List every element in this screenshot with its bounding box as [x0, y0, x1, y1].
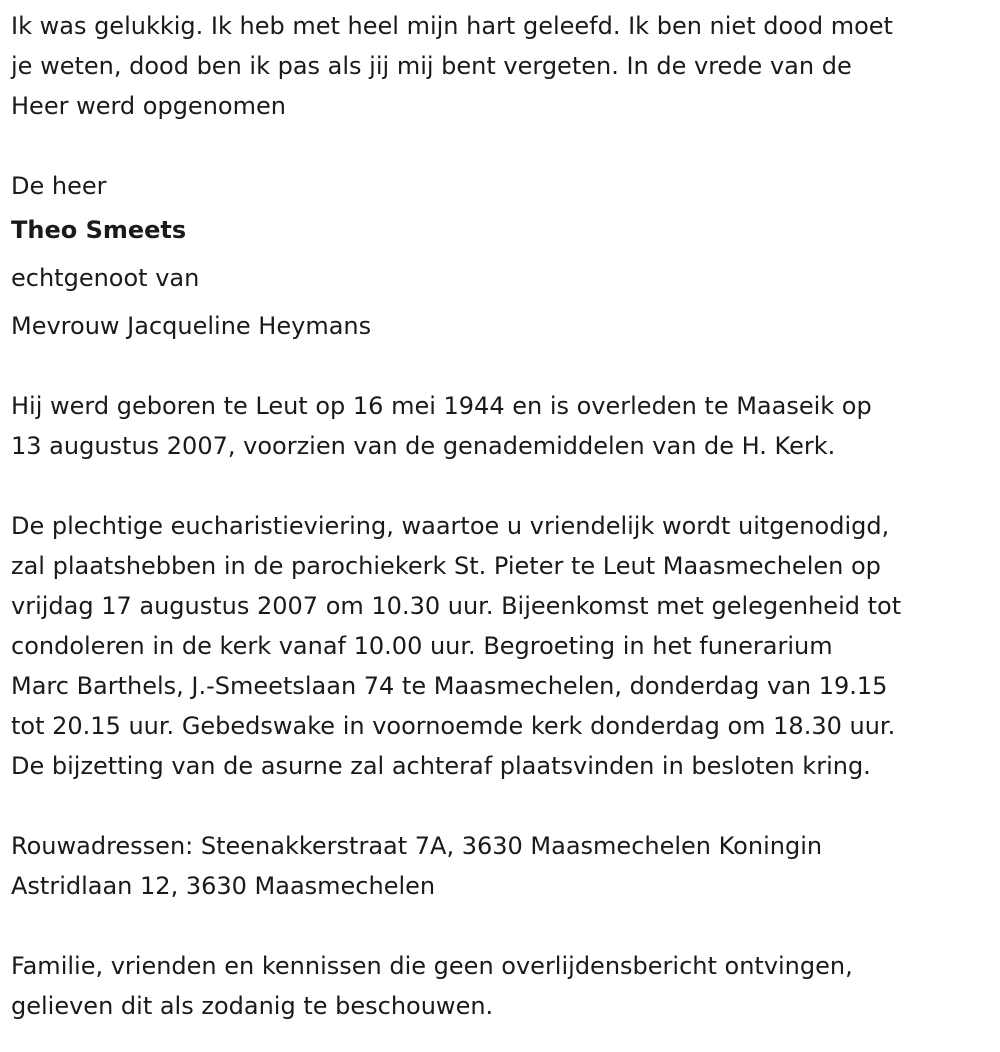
intro-line: Ik was gelukkig. Ik heb met heel mijn hart geleefd. Ik ben niet dood moet	[11, 12, 893, 40]
birth-death-line: 13 augustus 2007, voorzien van de genademiddelen van de H. Kerk.	[11, 432, 836, 460]
ceremony-line: condoleren in de kerk vanaf 10.00 uur. Begroeting in het funerarium	[11, 632, 833, 660]
relation-text: echtgenoot van	[11, 264, 200, 292]
paragraph-gap	[11, 906, 990, 946]
address-line: Rouwadressen: Steenakkerstraat 7A, 3630 Maasmechelen Koningin	[11, 832, 823, 860]
ceremony-line: tot 20.15 uur. Gebedswake in voornoemde kerk donderdag om 18.30 uur.	[11, 712, 896, 740]
ceremony-line: De bijzetting van de asurne zal achteraf plaatsvinden in besloten kring.	[11, 752, 871, 780]
ceremony-paragraph	[11, 506, 990, 786]
intro-paragraph	[11, 6, 990, 126]
intro-line: Heer werd opgenomen	[11, 92, 286, 120]
paragraph-gap	[11, 786, 990, 826]
closing-paragraph	[11, 946, 990, 1026]
address-line: Astridlaan 12, 3630 Maasmechelen	[11, 872, 436, 900]
deceased-name: Theo Smeets	[11, 216, 187, 244]
salutation: De heer	[11, 172, 107, 200]
spouse-name: Mevrouw Jacqueline Heymans	[11, 312, 372, 340]
ceremony-line: zal plaatshebben in de parochiekerk St. Pieter te Leut Maasmechelen op	[11, 552, 881, 580]
closing-line: Familie, vrienden en kennissen die geen overlijdensbericht ontvingen,	[11, 952, 853, 980]
birth-death-line: Hij werd geboren te Leut op 16 mei 1944 en is overleden te Maaseik op	[11, 392, 872, 420]
ceremony-line: Marc Barthels, J.-Smeetslaan 74 te Maasmechelen, donderdag van 19.15	[11, 672, 888, 700]
addresses-paragraph	[11, 826, 990, 906]
ceremony-line: De plechtige eucharistieviering, waartoe u vriendelijk wordt uitgenodigd,	[11, 512, 890, 540]
person-block	[11, 166, 990, 350]
closing-line: gelieven dit als zodanig te beschouwen.	[11, 992, 494, 1020]
ceremony-line: vrijdag 17 augustus 2007 om 10.30 uur. Bijeenkomst met gelegenheid tot	[11, 592, 902, 620]
paragraph-gap	[11, 350, 990, 386]
paragraph-gap	[11, 466, 990, 506]
birth-death-paragraph	[11, 386, 990, 466]
intro-line: je weten, dood ben ik pas als jij mij bent vergeten. In de vrede van de	[11, 52, 852, 80]
paragraph-gap	[11, 126, 990, 166]
